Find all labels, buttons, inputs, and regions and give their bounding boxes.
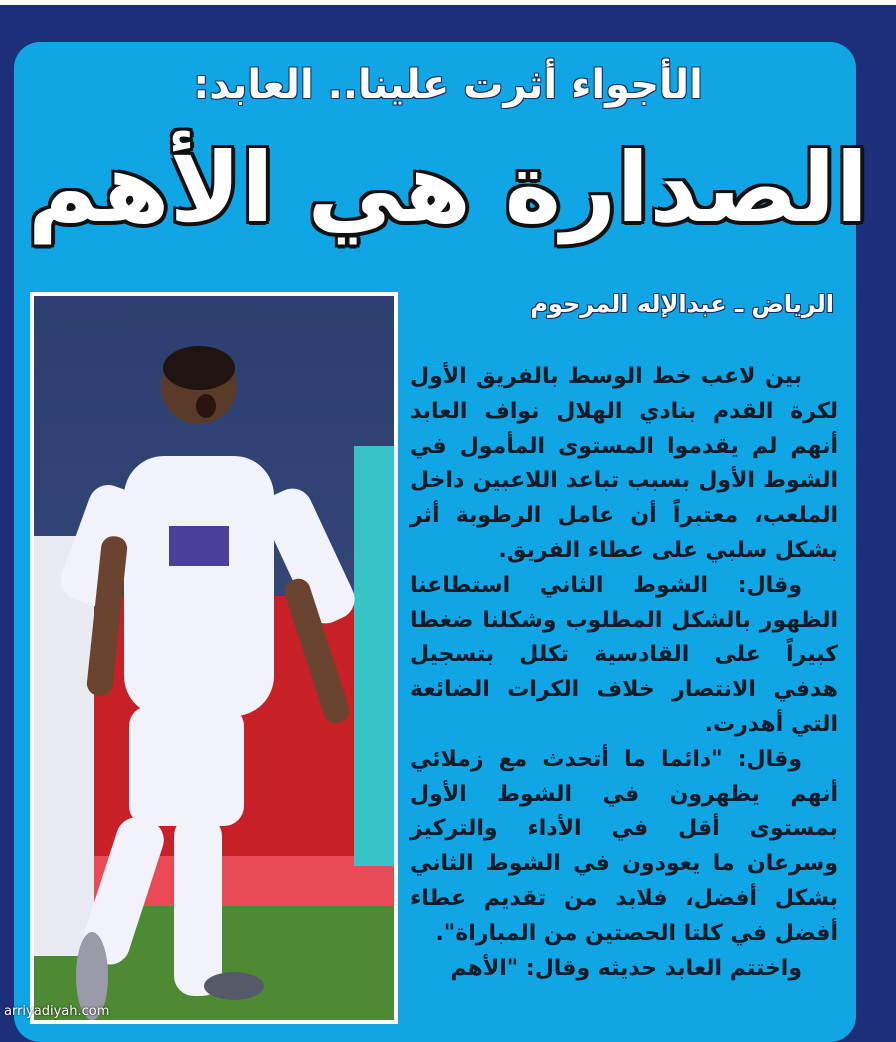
article-paragraph: بين لاعب خط الوسط بالفريق الأول لكرة القدم بنادي الهلال نواف العابد أنهم لم يقدموا المستوى المأمول في الشوط الأول بسبب تباعد اللاعبين داخل الملعب، معتبراً أن عامل الرطوبة أثر بشكل سلبي على عطاء الفريق. [410, 364, 838, 563]
site-watermark: arriyadiyah.com [4, 1004, 110, 1019]
article-paragraph: واختتم العابد حديثه وقال: "الأهم [450, 955, 802, 981]
article-body [410, 360, 838, 986]
article-paragraph: وقال: الشوط الثاني استطاعنا الظهور بالشكل المطلوب وشكلنا ضغطا كبيراً على القادسية تكلل بتسجيل هدفي الانتصار خلاف الكرات الضائعة التي أهدرت. [410, 572, 838, 737]
article-headline: الصدارة هي الأهم [27, 132, 869, 244]
player-photo [30, 292, 398, 1024]
player-celebration-image [34, 296, 394, 1020]
top-border-strip [0, 0, 896, 5]
article-byline: الرياض ـ عبدالإله المرحوم [530, 290, 834, 318]
article-kicker: الأجواء أثرت علينا.. العابد: [193, 62, 703, 108]
article-paragraph: وقال: "دائما ما أتحدث مع زملائي أنهم يظهرون في الشوط الأول بمستوى أقل في الأداء والتركيز وسرعان ما يعودون في الشوط الثاني بشكل أفضل، فلابد من تقديم عطاء أفضل في كلتا الحصتين من المباراة". [410, 746, 838, 946]
